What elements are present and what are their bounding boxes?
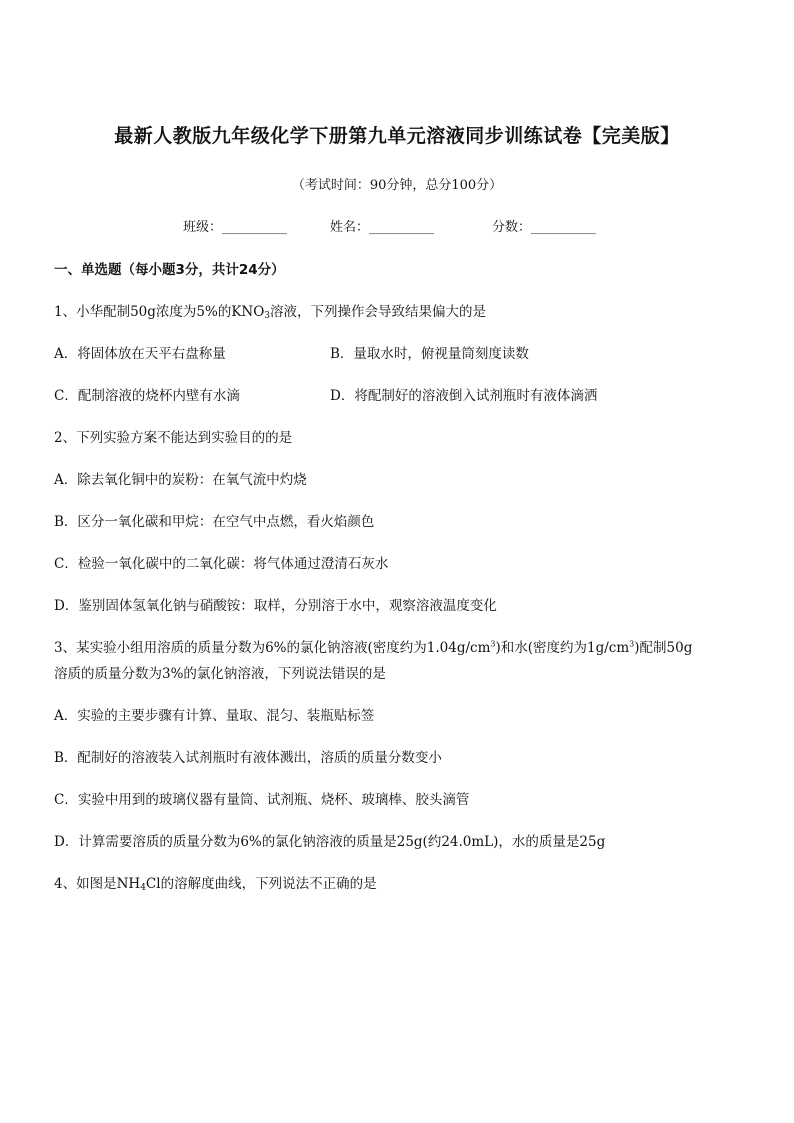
question-1-option-b: B．量取水时，俯视量筒刻度读数	[330, 346, 529, 362]
question-1-option-a: A．将固体放在天平右盘称量	[54, 346, 226, 362]
page-title: 最新人教版九年级化学下册第九单元溶液同步训练试卷【完美版】	[114, 125, 680, 147]
question-2-option-d: D．鉴别固体氢氧化钠与硝酸铵：取样，分别溶于水中，观察溶液温度变化	[54, 598, 497, 614]
question-3-option-a: A．实验的主要步骤有计算、量取、混匀、装瓶贴标签	[54, 708, 375, 724]
class-label: 班级：	[183, 220, 223, 235]
section-heading: 一、单选题（每小题3分，共计24分）	[54, 262, 285, 278]
question-4-stem: 4、如图是$NH_4Cl$的溶解度曲线，下列说法不正确的是	[54, 876, 377, 893]
question-1-option-c: C．配制溶液的烧杯内壁有水滴	[54, 388, 240, 404]
question-2-option-c: C．检验一氧化碳中的二氧化碳：将气体通过澄清石灰水	[54, 556, 389, 572]
name-label: 姓名：	[330, 220, 370, 235]
question-3-option-d: D．计算需要溶质的质量分数为6%的氯化钠溶液的质量是25g(约24.0mL)，水的质量是25g	[54, 834, 606, 850]
question-2-option-b: B．区分一氧化碳和甲烷：在空气中点燃，看火焰颜色	[54, 514, 375, 530]
score-label: 分数：	[492, 220, 532, 235]
score-blank: __________	[531, 220, 597, 235]
question-3-option-c: C．实验中用到的玻璃仪器有量筒、试剂瓶、烧杯、玻璃棒、胶头滴管	[54, 792, 470, 808]
class-blank: __________	[222, 220, 288, 235]
exam-subtitle: （考试时间：90分钟，总分100分）	[291, 178, 503, 193]
question-3-stem-line2: 溶质的质量分数为3%的氯化钠溶液，下列说法错误的是	[54, 666, 386, 682]
question-3-stem: 3、某实验小组用溶质的质量分数为6%的氯化钠溶液(密度约为$1.04g/cm^3$)和水(密度约为$1g/cm^3$)配制50g	[54, 639, 693, 656]
score-field	[492, 216, 596, 235]
name-blank: __________	[369, 220, 435, 235]
question-2-stem: 2、下列实验方案不能达到实验目的的是	[54, 430, 293, 446]
question-1-option-d: D．将配制好的溶液倒入试剂瓶时有液体滴洒	[330, 388, 598, 404]
question-2-option-a: A．除去氧化铜中的炭粉：在氧气流中灼烧	[54, 472, 307, 488]
question-1-stem: 1、小华配制50g浓度为5%的$KNO_3$溶液，下列操作会导致结果偏大的是	[54, 304, 487, 321]
class-field	[183, 216, 287, 235]
name-field	[330, 216, 434, 235]
question-3-option-b: B．配制好的溶液装入试剂瓶时有液体溅出，溶质的质量分数变小	[54, 750, 442, 766]
